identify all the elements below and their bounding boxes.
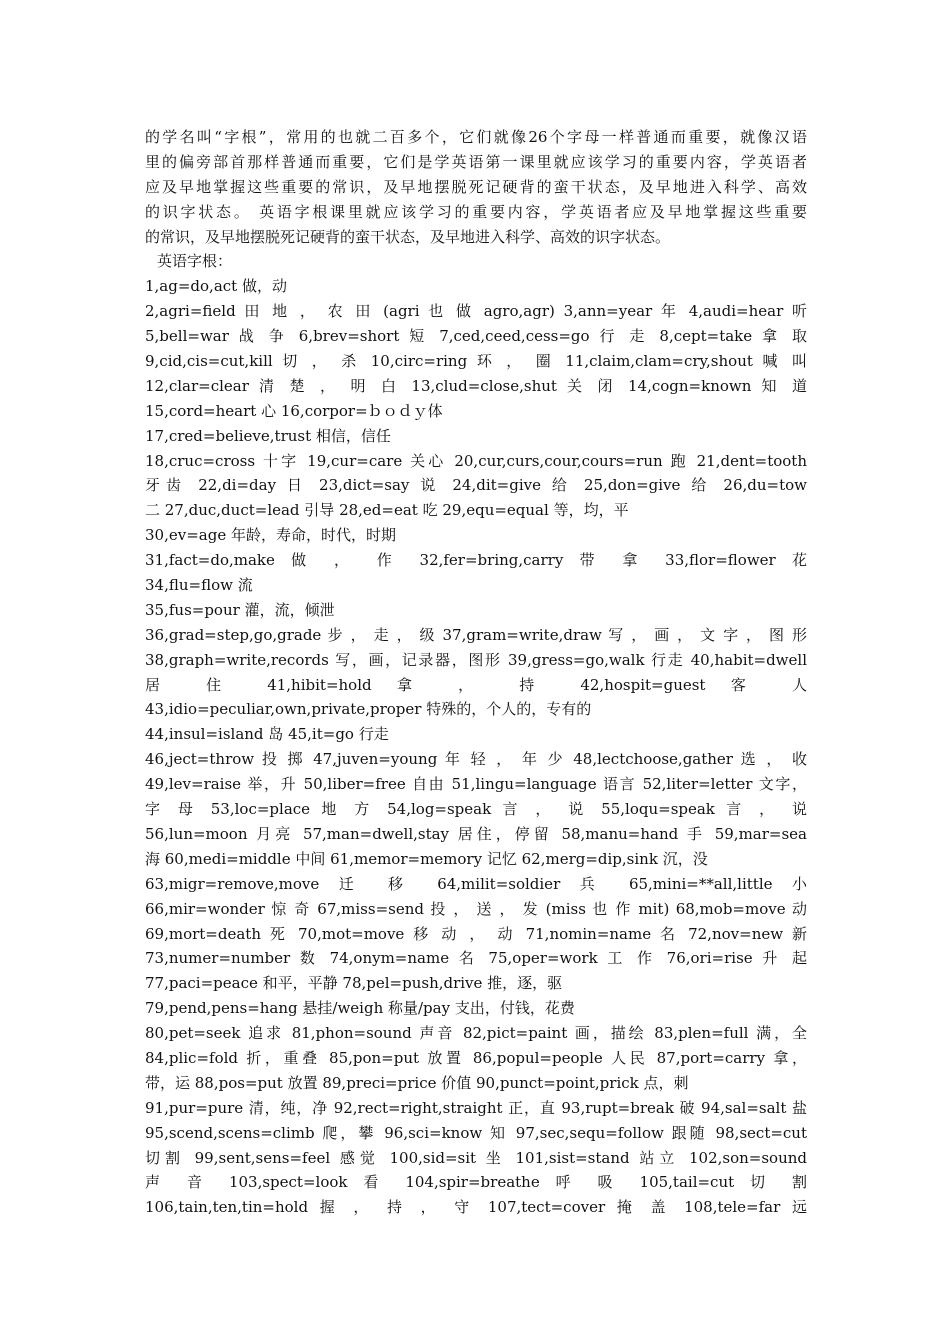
text-line: 56,lun=moon 月亮 57,man=dwell,stay 居住，停留 58,manu=hand 手 59,mar=sea [145, 824, 807, 843]
text-line: 49,lev=raise 举，升 50,liber=free 自由 51,lingu=language 语言 52,liter=letter 文字， [145, 775, 807, 794]
text-line: 79,pend,pens=hang 悬挂/weigh 称量/pay 支出，付钱，花费 [145, 999, 575, 1018]
text-line: 46,ject=throw 投 掷 47,juven=young 年 轻 ， 年 少 48,lectchoose,gather 选 ， 收 [145, 750, 807, 769]
text-line: 95,scend,scens=climb 爬，攀 96,sci=know 知 97,sec,sequ=follow 跟随 98,sect=cut [145, 1123, 807, 1142]
text-line: 63,migr=remove,move 迁 移 64,milit=soldier 兵 65,mini=**all,little 小 [145, 874, 807, 893]
text-line: 91,pur=pure 清，纯，净 92,rect=right,straight 正，直 93,rupt=break 破 94,sal=salt 盐 [145, 1098, 807, 1117]
text-line: 80,pet=seek 追求 81,phon=sound 声音 82,pict=paint 画，描绘 83,plen=full 满，全 [145, 1024, 807, 1043]
text-line: 34,flu=flow 流 [145, 576, 253, 595]
text-line: 44,insul=island 岛 45,it=go 行走 [145, 725, 389, 744]
text-line: 66,mir=wonder 惊 奇 67,miss=send 投 ， 送 ， 发 (miss 也 作 mit) 68,mob=move 动 [145, 899, 807, 918]
text-line: 居 住 41,hibit=hold 拿 ， 持 42,hospit=guest 客 人 [145, 675, 807, 694]
text-line: 2,agri=field 田 地 ， 农 田 (agri 也 做 agro,agr) 3,ann=year 年 4,audi=hear 听 [145, 302, 807, 321]
text-line: 73,numer=number 数 74,onym=name 名 75,oper=work 工 作 76,ori=rise 升 起 [145, 949, 807, 968]
text-line: 海 60,medi=middle 中间 61,memor=memory 记忆 62,merg=dip,sink 沉，没 [145, 849, 708, 868]
text-line: 二 27,duc,duct=lead 引导 28,ed=eat 吃 29,equ=equal 等，均，平 [145, 501, 629, 520]
text-line: 应及早地掌握这些重要的常识，及早地摆脱死记硬背的蛮干状态，及早地进入科学、高效 [145, 177, 807, 196]
text-line: 的识字状态。 英语字根课里就应该学习的重要内容，学英语者应及早地掌握这些重要 [145, 202, 807, 221]
text-line: 69,mort=death 死 70,mot=move 移 动 ， 动 71,nomin=name 名 72,nov=new 新 [145, 924, 807, 943]
text-line: 牙齿 22,di=day 日 23,dict=say 说 24,dit=give 给 25,don=give 给 26,du=tow [145, 476, 807, 495]
text-line: 英语字根： [157, 252, 233, 271]
text-line: 的常识，及早地摆脱死记硬背的蛮干状态，及早地进入科学、高效的识字状态。 [145, 227, 671, 246]
text-line: 12,clar=clear 清 楚 ， 明 白 13,clud=close,shut 关 闭 14,cogn=known 知 道 [145, 376, 807, 395]
text-line: 的学名叫“字根”，常用的也就二百多个，它们就像26个字母一样普通而重要，就像汉语 [145, 128, 807, 146]
text-line: 9,cid,cis=cut,kill 切 ， 杀 10,circ=ring 环 ， 圈 11,claim,clam=cry,shout 喊 叫 [145, 352, 807, 371]
text-line: 15,cord=heart 心 16,corpor=ｂｏｄｙ体 [145, 401, 443, 420]
text-line: 17,cred=believe,trust 相信，信任 [145, 426, 391, 445]
text-line: 里的偏旁部首那样普通而重要，它们是学英语第一课里就应该学习的重要内容，学英语者 [145, 152, 807, 171]
text-line: 77,paci=peace 和平，平静 78,pel=push,drive 推，逐，驱 [145, 974, 563, 993]
text-line: 声 音 103,spect=look 看 104,spir=breathe 呼 吸 105,tail=cut 切 割 [145, 1173, 807, 1192]
text-line: 43,idio=peculiar,own,private,proper 特殊的，个人的，专有的 [145, 700, 592, 719]
text-line: 36,grad=step,go,grade 步 ， 走 ， 级 37,gram=write,draw 写 ， 画 ， 文 字 ， 图 形 [145, 625, 807, 644]
document-body [145, 125, 807, 1220]
text-line: 18,cruc=cross 十字 19,cur=care 关心 20,cur,curs,cour,cours=run 跑 21,dent=tooth [145, 451, 807, 470]
text-line: 切割 99,sent,sens=feel 感觉 100,sid=sit 坐 101,sist=stand 站立 102,son=sound [145, 1148, 807, 1167]
text-line: 5,bell=war 战 争 6,brev=short 短 7,ced,ceed,cess=go 行 走 8,cept=take 拿 取 [145, 327, 807, 346]
text-line: 38,graph=write,records 写，画，记录器，图形 39,gress=go,walk 行走 40,habit=dwell [145, 650, 807, 669]
text-line: 35,fus=pour 灌，流，倾泄 [145, 600, 335, 619]
text-line: 31,fact=do,make 做 ， 作 32,fer=bring,carry 带 拿 33,flor=flower 花 [145, 551, 807, 570]
text-line: 84,plic=fold 折，重叠 85,pon=put 放置 86,popul=people 人民 87,port=carry 拿， [145, 1048, 807, 1067]
text-line: 106,tain,ten,tin=hold 握 ， 持 ， 守 107,tect=cover 掩 盖 108,tele=far 远 [145, 1198, 807, 1217]
text-line: 带，运 88,pos=put 放置 89,preci=price 价值 90,punct=point,prick 点，刺 [145, 1073, 689, 1092]
text-line: 字 母 53,loc=place 地 方 54,log=speak 言 ， 说 55,loqu=speak 言 ， 说 [145, 800, 807, 819]
text-line: 1,ag=do,act 做，动 [145, 277, 287, 296]
text-line: 30,ev=age 年龄，寿命，时代，时期 [145, 526, 396, 545]
